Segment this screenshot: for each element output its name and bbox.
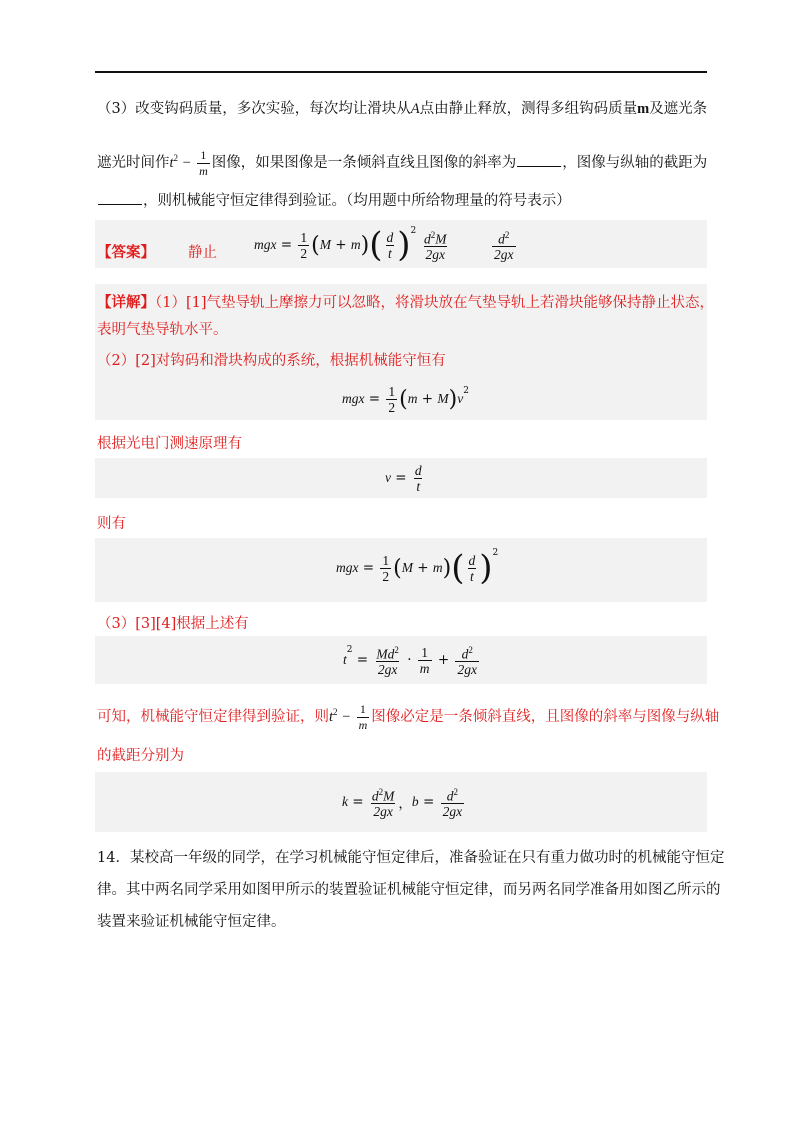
- t2-minus-1-over-m: $t^2$ − $\frac{1}{m}$: [169, 148, 208, 178]
- answer-2-equation: mgx = $\frac{1}{2}$ ( M + m ) ( $\frac{d}{t}$ ) $^2$: [254, 225, 417, 265]
- q14-line2: 律。其中两名同学采用如图甲所示的装置验证机械能守恒定律，而另两名同学准备用如图乙所示的: [97, 882, 721, 898]
- answer-1: 静止: [188, 245, 217, 261]
- detail-equation-5: k = $\frac{d^2M}{2gx}$ ， b = $\frac{d^2}{2gx}$: [342, 786, 463, 820]
- detail-equation-3: mgx = $\frac{1}{2}$ ( M + m ) ( $\frac{d}{t}$ ) $^2$: [336, 548, 499, 588]
- detail-line3: 根据光电门测速原理有: [97, 436, 242, 452]
- detail-line6: 可知，机械能守恒定律得到验证，则$t^2$ − $\frac{1}{m}$ 图像必定是一条倾斜直线，且图像的斜率与图像与纵轴: [97, 702, 720, 732]
- q3-line1: （3）改变钩码质量，多次实验，每次均让滑块从A点由静止释放，测得多组钩码质量m及遮光条: [97, 101, 708, 117]
- blank-intercept: [98, 192, 142, 205]
- answer-3: $\frac{d^2M}{2gx}$: [424, 229, 447, 263]
- detail-equation-4: t $^2$ = $\frac{Md^2}{2gx}$ · $\frac{1}{m}$ + $\frac{d^2}{2gx}$: [343, 644, 477, 678]
- detail-line2: （2）[2]对钩码和滑块构成的系统，根据机械能守恒有: [97, 353, 446, 369]
- answer-label: 【答案】: [97, 244, 155, 261]
- q14-line3: 装置来验证机械能守恒定律。: [97, 914, 286, 930]
- detail-line1b: 表明气垫导轨水平。: [97, 322, 228, 338]
- q3-line3: ，则机械能守恒定律得到验证。（均用题中所给物理量的符号表示）: [97, 191, 571, 211]
- detail-line5: （3）[3][4]根据上述有: [97, 616, 249, 632]
- detail-line1: 【详解】（1）[1]气垫导轨上摩擦力可以忽略，将滑块放在气垫导轨上若滑块能够保持静止状态，: [97, 294, 715, 311]
- detail-line7: 的截距分别为: [97, 748, 184, 764]
- q14-line1: 14．某校高一年级的同学，在学习机械能守恒定律后，准备验证在只有重力做功时的机械能守恒定: [97, 850, 725, 866]
- blank-slope: [517, 154, 561, 167]
- detail-equation-2: v = $\frac{d}{t}$: [385, 462, 422, 494]
- header-rule: [95, 71, 707, 73]
- q3-line2: 遮光时间作$t^2$ − $\frac{1}{m}$ 图像，如果图像是一条倾斜直线且图像的斜率为 ，图像与纵轴的截距为: [97, 148, 708, 178]
- detail-line4: 则有: [97, 516, 126, 532]
- detail-equation-1: mgx = $\frac{1}{2}$ ( m + M ) v $^2$: [342, 383, 469, 415]
- answer-4: $\frac{d^2}{2gx}$: [494, 229, 514, 263]
